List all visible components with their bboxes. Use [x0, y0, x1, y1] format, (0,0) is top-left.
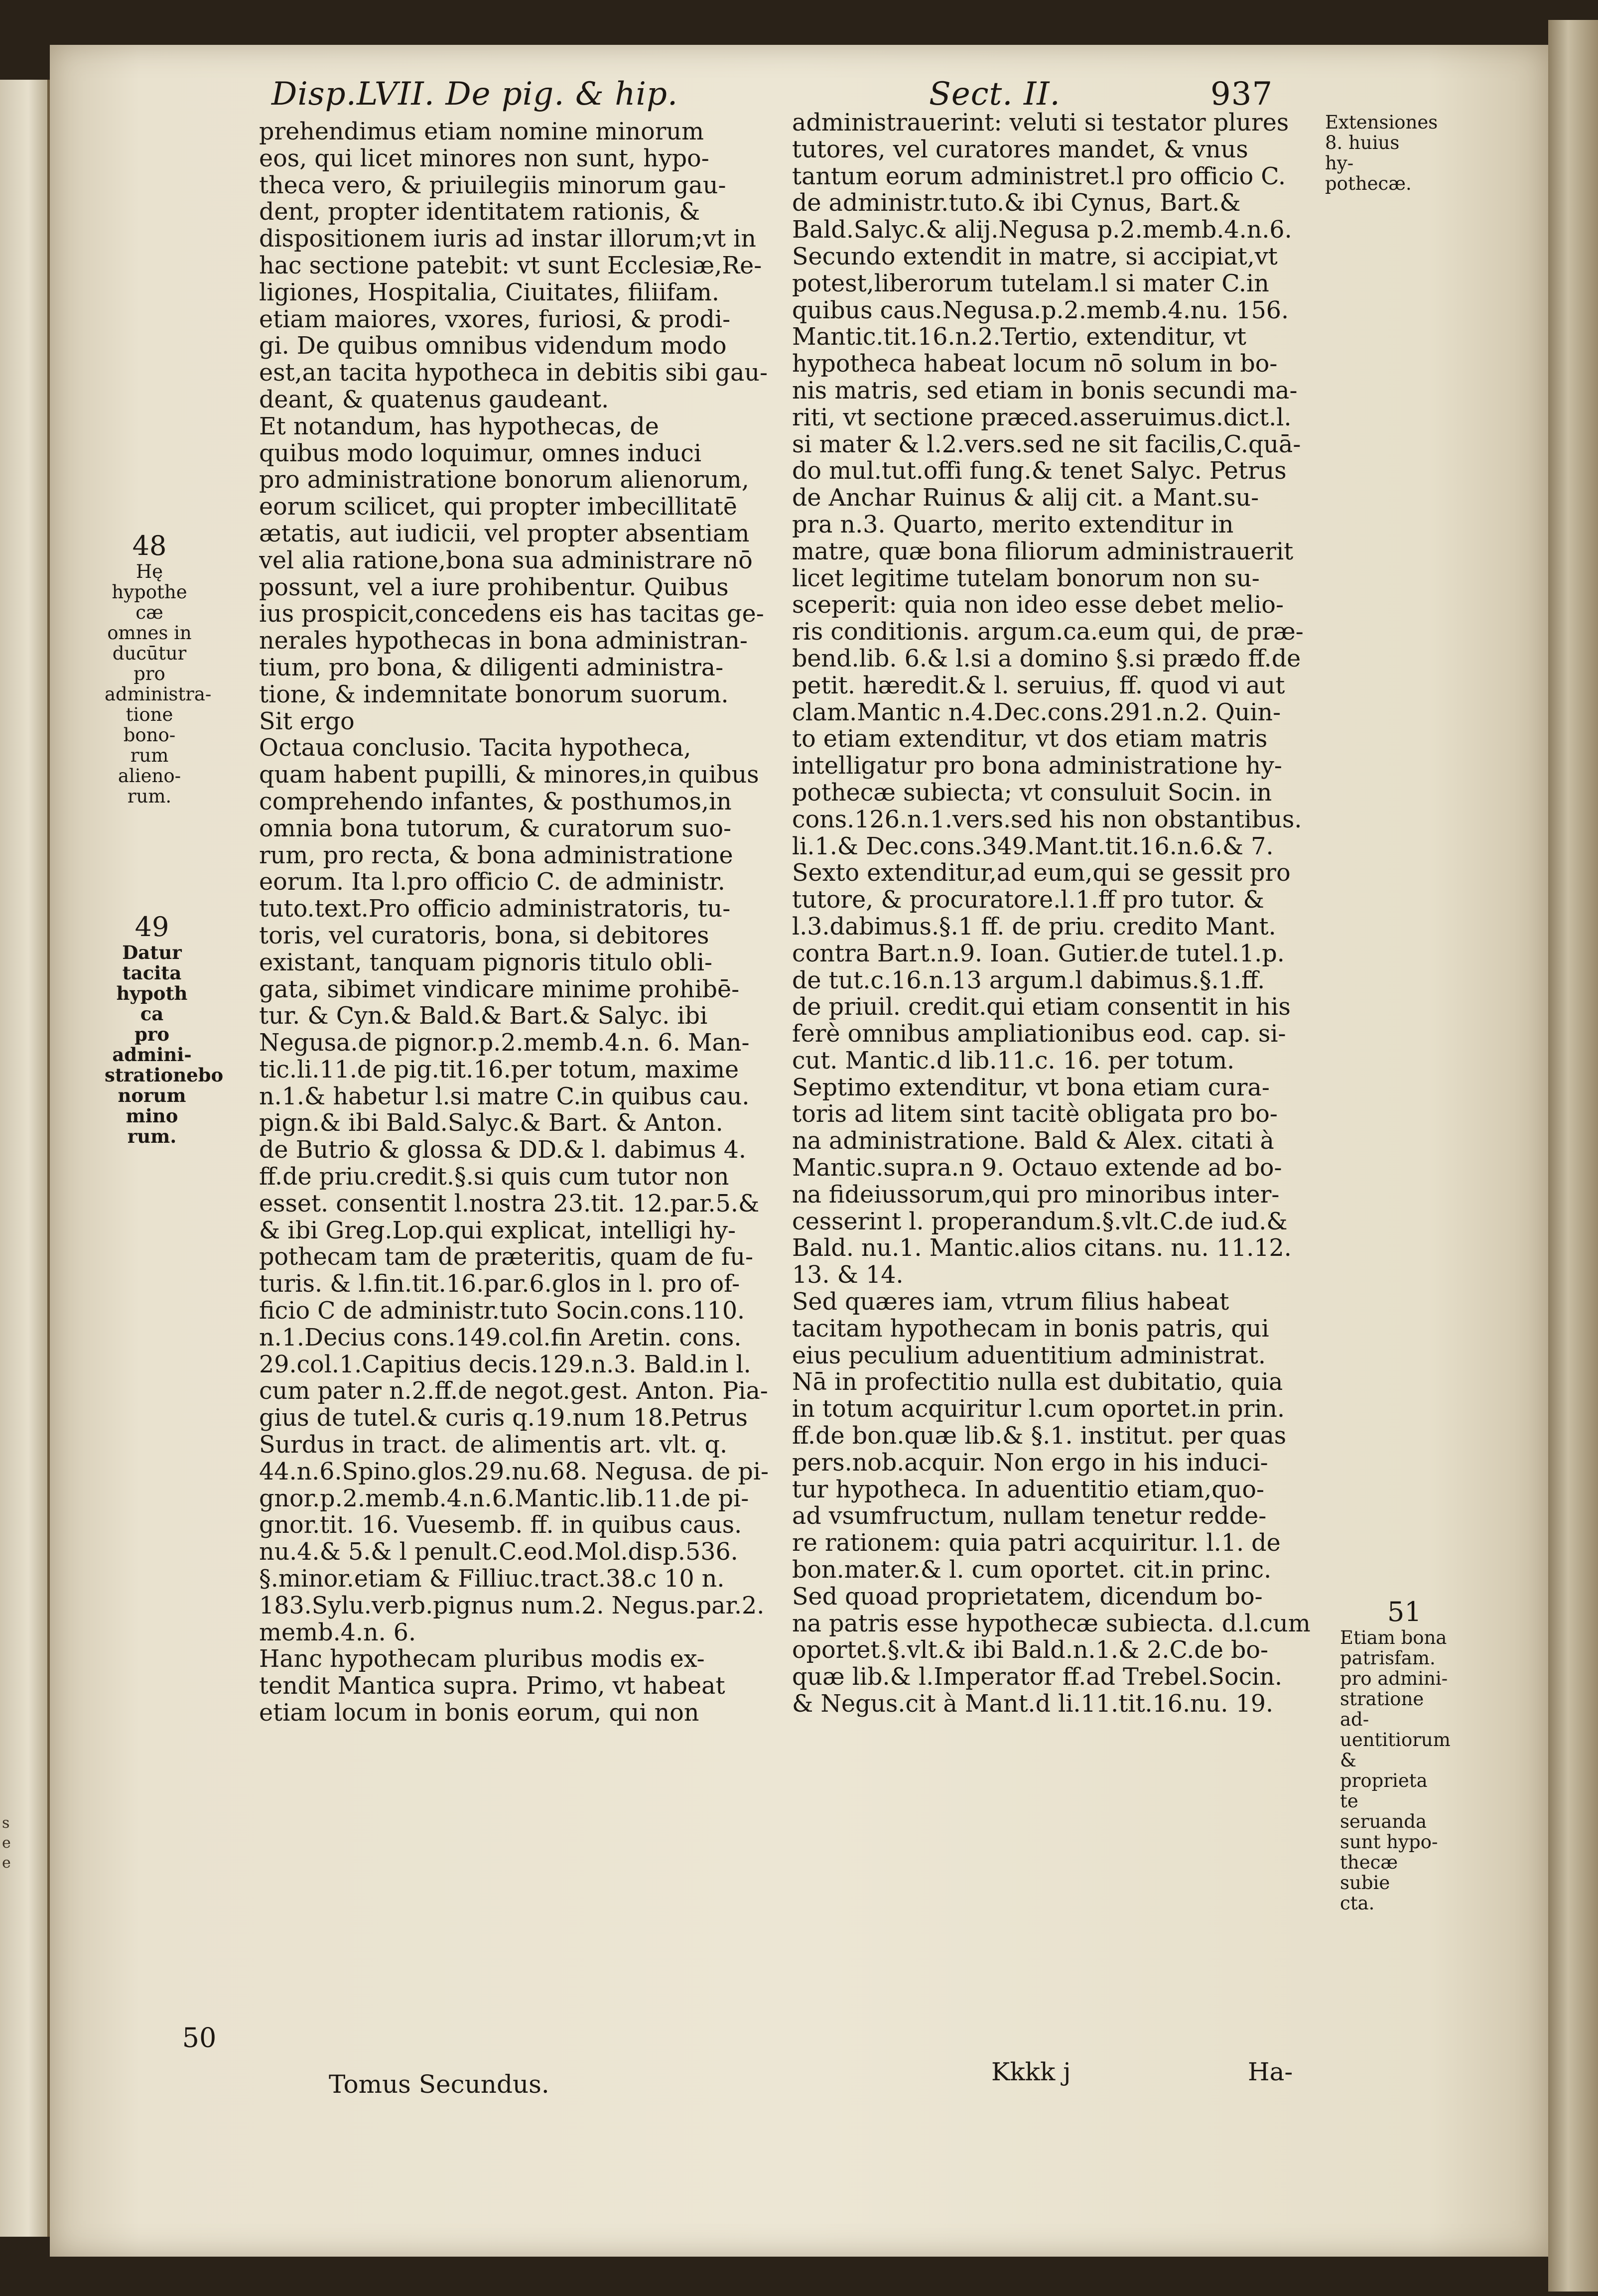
- text-line: ficio C de administr.tuto Socin.cons.110.: [259, 1298, 745, 1325]
- text-line: Hanc hypothecam pluribus modis ex-: [259, 1646, 705, 1673]
- text-line: clam.Mantic n.4.Dec.cons.291.n.2. Quin-: [792, 699, 1281, 726]
- margin-note-line: ducūtur pro: [112, 643, 187, 684]
- text-line: to etiam extenditur, vt dos etiam matris: [792, 726, 1268, 753]
- text-line: 183.Sylu.verb.pignus num.2. Negus.par.2.: [259, 1592, 765, 1620]
- text-line: & ibi Greg.Lop.qui explicat, intelligi hy-: [259, 1217, 736, 1244]
- text-line: n.1.Decius cons.149.col.fin Aretin. cons.: [259, 1324, 742, 1351]
- margin-note-49: [105, 911, 224, 1147]
- text-line: na patris esse hypothecæ subiecta. d.l.cum: [792, 1610, 1311, 1637]
- text-line: contra Bart.n.9. Ioan. Gutier.de tutel.1.p.: [792, 940, 1285, 967]
- text-line: potest,liberorum tutelam.l si mater C.in: [792, 270, 1269, 297]
- text-line: nis matris, sed etiam in bonis secundi ma-: [792, 377, 1298, 405]
- text-line: eius peculium aduentitium administrat.: [792, 1342, 1266, 1369]
- text-line: prehendimus etiam nomine minorum: [259, 119, 704, 145]
- text-line: tium, pro bona, & diligenti administra-: [259, 654, 724, 681]
- text-line: Et notandum, has hypothecas, de: [259, 413, 659, 440]
- running-head-title: Disp.LVII. De pig. & hip.: [271, 76, 678, 113]
- text-line: toris ad litem sint tacitè obligata pro bo-: [792, 1101, 1278, 1128]
- text-line: de tut.c.16.n.13 argum.l dabimus.§.1.ff.: [792, 967, 1265, 994]
- text-line: na administratione. Bald & Alex. citati à: [792, 1128, 1274, 1155]
- text-line: eos, qui licet minores non sunt, hypo-: [259, 145, 709, 172]
- text-line: ris conditionis. argum.ca.eum qui, de præ-: [792, 619, 1304, 646]
- margin-note-line: Etiam bona: [1340, 1627, 1447, 1648]
- text-line: ad vsumfructum, nullam tenetur redde-: [792, 1503, 1267, 1530]
- text-line: nu.4.& 5.& l penult.C.eod.Mol.disp.536.: [259, 1539, 738, 1566]
- margin-note-line: sunt hypo-: [1340, 1831, 1438, 1853]
- text-line: riti, vt sectione præced.asseruimus.dict.l.: [792, 404, 1292, 431]
- margin-note-number: 51: [1387, 1596, 1422, 1627]
- margin-note-line: Extensiones: [1325, 112, 1438, 133]
- text-line: bon.mater.& l. cum oportet. cit.in princ.: [792, 1557, 1272, 1584]
- text-line: sceperit: quia non ideo esse debet melio-: [792, 592, 1284, 619]
- text-line: hac sectione patebit: vt sunt Ecclesiæ,Re-: [259, 252, 762, 279]
- margin-note-line: patrisfam.: [1340, 1647, 1436, 1669]
- text-line: dent, propter identitatem rationis, &: [259, 199, 700, 226]
- text-line: si mater & l.2.vers.sed ne sit facilis,C.quā-: [792, 431, 1301, 458]
- adjacent-page-fragment: e: [2, 1854, 11, 1872]
- text-line: nerales hypothecas in bona administran-: [259, 628, 748, 655]
- text-line: Septimo extenditur, vt bona etiam cura-: [792, 1074, 1270, 1101]
- text-line: l.3.dabimus.§.1 ff. de priu. credito Mant.: [792, 913, 1276, 941]
- text-line: tur. & Cyn.& Bald.& Bart.& Salyc. ibi: [259, 1003, 708, 1030]
- margin-note-line: rum.: [127, 786, 172, 807]
- text-line: 29.col.1.Capitius decis.129.n.3. Bald.in l.: [259, 1351, 751, 1378]
- text-line: de Butrio & glossa & DD.& l. dabimus 4.: [259, 1137, 747, 1164]
- text-line: quibus modo loquimur, omnes induci: [259, 440, 702, 467]
- text-line: licet legitime tutelam bonorum non su-: [792, 565, 1260, 592]
- text-line: Sexto extenditur,ad eum,qui se gessit pro: [792, 860, 1291, 887]
- text-line: memb.4.n. 6.: [259, 1619, 416, 1646]
- text-line: esset. consentit l.nostra 23.tit. 12.par.5.&: [259, 1190, 760, 1217]
- margin-note-line: pothecæ.: [1325, 173, 1412, 194]
- left-text-column: [259, 119, 849, 1727]
- text-line: tur hypotheca. In aduentitio etiam,quo-: [792, 1476, 1265, 1503]
- text-line: gi. De quibus omnibus videndum modo: [259, 333, 727, 360]
- text-line: est,an tacita hypotheca in debitis sibi gau-: [259, 360, 768, 387]
- text-line: comprehendo infantes, & posthumos,in: [259, 788, 732, 815]
- right-text-column: [792, 110, 1380, 1718]
- margin-note-line: 8. huius hy-: [1325, 132, 1400, 174]
- text-line: etiam maiores, vxores, furiosi, & prodi-: [259, 306, 731, 333]
- text-line: Surdus in tract. de alimentis art. vlt. q.: [259, 1432, 728, 1459]
- margin-note-number: 48: [132, 530, 167, 561]
- margin-note-48: [105, 530, 212, 807]
- margin-note-line: pro admini-: [1340, 1668, 1448, 1689]
- text-line: hypotheca habeat locum nō solum in bo-: [792, 351, 1278, 378]
- text-line: tacitam hypothecam in bonis patris, qui: [792, 1315, 1269, 1343]
- running-head-section: Sect. II.: [929, 76, 1061, 113]
- text-line: Octaua conclusio. Tacita hypotheca,: [259, 735, 691, 762]
- text-line: Mantic.supra.n 9. Octauo extende ad bo-: [792, 1155, 1282, 1182]
- margin-note-line: rum.: [127, 1125, 177, 1147]
- text-line: petit. hæredit.& l. seruius, ff. quod vi aut: [792, 672, 1285, 699]
- text-line: eorum scilicet, qui propter imbecillitatē: [259, 494, 737, 521]
- text-line: pers.nob.acquir. Non ergo in his induci-: [792, 1449, 1268, 1477]
- text-line: tuto.text.Pro officio administratoris, tu-: [259, 896, 731, 923]
- margin-note-line: te seruanda: [1340, 1790, 1427, 1832]
- text-line: Secundo extendit in matre, si accipiat,vt: [792, 243, 1278, 270]
- text-line: Nā in profectitio nulla est dubitatio, quia: [792, 1369, 1283, 1396]
- text-line: in totum acquiritur l.cum oportet.in prin.: [792, 1396, 1285, 1423]
- text-line: tendit Mantica supra. Primo, vt habeat: [259, 1673, 725, 1700]
- text-line: & Negus.cit à Mant.d li.11.tit.16.nu. 19.: [792, 1691, 1274, 1718]
- text-line: pothecam tam de præteritis, quam de fu-: [259, 1244, 754, 1271]
- margin-note-line: thecæ subie: [1340, 1852, 1398, 1893]
- text-line: Negusa.de pignor.p.2.memb.4.n. 6. Man-: [259, 1030, 750, 1057]
- text-line: de administr.tuto.& ibi Cynus, Bart.&: [792, 190, 1241, 217]
- text-line: Mantic.tit.16.n.2.Tertio, extenditur, vt: [792, 324, 1247, 351]
- text-line: de priuil. credit.qui etiam consentit in his: [792, 994, 1291, 1021]
- text-line: pro administratione bonorum alienorum,: [259, 467, 749, 494]
- text-line: §.minor.etiam & Filliuc.tract.38.c 10 n.: [259, 1566, 725, 1593]
- text-line: cesserint l. properandum.§.vlt.C.de iud.&: [792, 1208, 1288, 1235]
- text-line: vel alia ratione,bona sua administrare nō: [259, 547, 753, 574]
- text-line: ff.de bon.quæ lib.& §.1. institut. per quas: [792, 1423, 1287, 1450]
- margin-note-line: rum alieno-: [118, 745, 181, 787]
- text-line: dispositionem iuris ad instar illorum;vt in: [259, 226, 756, 253]
- text-line: toris, vel curatoris, bona, si debitores: [259, 922, 709, 949]
- text-line: Sed quæres iam, vtrum filius habeat: [792, 1289, 1229, 1316]
- signature-mark: Kkkk j: [991, 2057, 1071, 2086]
- text-line: ius prospicit,concedens eis has tacitas ge-: [259, 601, 764, 628]
- book-page: [50, 45, 1548, 2257]
- text-line: pothecæ subiecta; vt consuluit Socin. in: [792, 779, 1272, 807]
- text-line: do mul.tut.offi fung.& tenet Salyc. Petrus: [792, 458, 1287, 485]
- text-line: Sed quoad proprietatem, dicendum bo-: [792, 1583, 1263, 1611]
- margin-note-line: tione bono-: [123, 704, 176, 746]
- text-line: ff.de priu.credit.§.si quis cum tutor non: [259, 1164, 729, 1191]
- text-line: administrauerint: veluti si testator plures: [792, 110, 1289, 136]
- text-line: gata, sibimet vindicare minime prohibē-: [259, 976, 740, 1003]
- book-fore-edge: [1548, 20, 1598, 2292]
- margin-note-line: Hę hypothe: [112, 561, 187, 603]
- text-line: pign.& ibi Bald.Salyc.& Bart. & Anton.: [259, 1110, 723, 1137]
- margin-note-line: stratione ad-: [1340, 1688, 1424, 1730]
- text-line: Bald.Salyc.& alij.Negusa p.2.memb.4.n.6.: [792, 217, 1292, 244]
- margin-note-50: [177, 2023, 222, 2053]
- margin-note-line: norum mino: [118, 1084, 186, 1127]
- text-line: theca vero, & priuilegiis minorum gau-: [259, 172, 726, 199]
- text-line: 13. & 14.: [792, 1262, 904, 1289]
- text-line: deant, & quatenus gaudeant.: [259, 386, 609, 413]
- margin-note-line: cæ omnes in: [107, 602, 192, 644]
- text-line: tutore, & procuratore.l.1.ff pro tutor. &: [792, 887, 1264, 914]
- text-line: possunt, vel a iure prohibentur. Quibus: [259, 574, 729, 601]
- text-line: gius de tutel.& curis q.19.num 18.Petrus: [259, 1405, 748, 1432]
- text-line: ætatis, aut iudicii, vel propter absentiam: [259, 520, 750, 547]
- text-line: gnor.tit. 16. Vuesemb. ff. in quibus caus.: [259, 1512, 742, 1539]
- text-line: 44.n.6.Spino.glos.29.nu.68. Negusa. de pi-: [259, 1458, 769, 1486]
- margin-note-line: & proprieta: [1340, 1750, 1428, 1791]
- text-line: cum pater n.2.ff.de negot.gest. Anton. Pia-: [259, 1378, 768, 1405]
- text-line: etiam locum in bonis eorum, qui non: [259, 1700, 699, 1727]
- text-line: gnor.p.2.memb.4.n.6.Mantic.lib.11.de pi-: [259, 1485, 749, 1512]
- text-line: n.1.& habetur l.si matre C.in quibus cau.: [259, 1083, 750, 1110]
- text-line: quæ lib.& l.Imperator ff.ad Trebel.Socin.: [792, 1664, 1283, 1691]
- text-line: na fideiussorum,qui pro minoribus inter-: [792, 1181, 1280, 1209]
- catchword: Ha-: [1248, 2057, 1293, 2086]
- volume-line: Tomus Secundus.: [329, 2070, 549, 2099]
- text-line: matre, quæ bona filiorum administrauerit: [792, 538, 1294, 565]
- adjacent-page-fragment: s: [2, 1814, 10, 1832]
- adjacent-page-fragment: e: [2, 1834, 11, 1852]
- text-line: de Anchar Ruinus & alij cit. a Mant.su-: [792, 485, 1259, 512]
- text-line: quibus caus.Negusa.p.2.memb.4.nu. 156.: [792, 297, 1289, 324]
- margin-note-line: Datur tacita: [122, 942, 182, 984]
- text-line: tutores, vel curatores mandet, & vnus: [792, 136, 1248, 163]
- text-line: quam habent pupilli, & minores,in quibus: [259, 762, 759, 789]
- text-line: intelligatur pro bona administratione hy-: [792, 753, 1282, 780]
- margin-note-line: administra-: [105, 683, 212, 705]
- text-line: ligiones, Hospitalia, Ciuitates, filiifam.: [259, 279, 719, 306]
- margin-note-line: pro admini-: [112, 1023, 192, 1066]
- text-line: ferè omnibus ampliationibus eod. cap. si-: [792, 1021, 1286, 1048]
- margin-note-line: hypoth ca: [116, 982, 188, 1025]
- text-line: cons.126.n.1.vers.sed his non obstantibus.: [792, 806, 1302, 833]
- page-number: 937: [1210, 76, 1273, 113]
- text-line: tic.li.11.de pig.tit.16.per totum, maxime: [259, 1056, 739, 1083]
- text-line: re rationem: quia patri acquiritur. l.1. de: [792, 1530, 1281, 1557]
- text-line: rum, pro recta, & bona administratione: [259, 842, 733, 869]
- text-line: existant, tanquam pignoris titulo obli-: [259, 949, 713, 976]
- text-line: li.1.& Dec.cons.349.Mant.tit.16.n.6.& 7.: [792, 833, 1274, 860]
- text-line: Bald. nu.1. Mantic.alios citans. nu. 11.12.: [792, 1235, 1292, 1262]
- adjacent-page-edge: [0, 80, 50, 2237]
- text-line: turis. & l.fin.tit.16.par.6.glos in l. pro of-: [259, 1271, 740, 1298]
- text-line: bend.lib. 6.& l.si a domino §.si prædo ff.de: [792, 645, 1301, 673]
- margin-note-line: uentitiorum: [1340, 1729, 1451, 1751]
- text-line: tantum eorum administret.l pro officio C.: [792, 163, 1286, 190]
- margin-note-number: 49: [134, 911, 169, 943]
- text-line: oportet.§.vlt.& ibi Bald.n.1.& 2.C.de bo-: [792, 1637, 1269, 1664]
- margin-note-line: cta.: [1340, 1892, 1375, 1914]
- text-line: eorum. Ita l.pro officio C. de administr.: [259, 869, 725, 896]
- text-line: omnia bona tutorum, & curatorum suo-: [259, 815, 732, 842]
- text-line: pra n.3. Quarto, merito extenditur in: [792, 511, 1234, 539]
- margin-note-number: 50: [182, 2022, 217, 2053]
- margin-note-line: strationebo: [105, 1064, 224, 1086]
- text-line: cut. Mantic.d lib.11.c. 16. per totum.: [792, 1047, 1235, 1075]
- text-line: Sit ergo: [259, 708, 355, 735]
- text-line: tione, & indemnitate bonorum suorum.: [259, 681, 729, 708]
